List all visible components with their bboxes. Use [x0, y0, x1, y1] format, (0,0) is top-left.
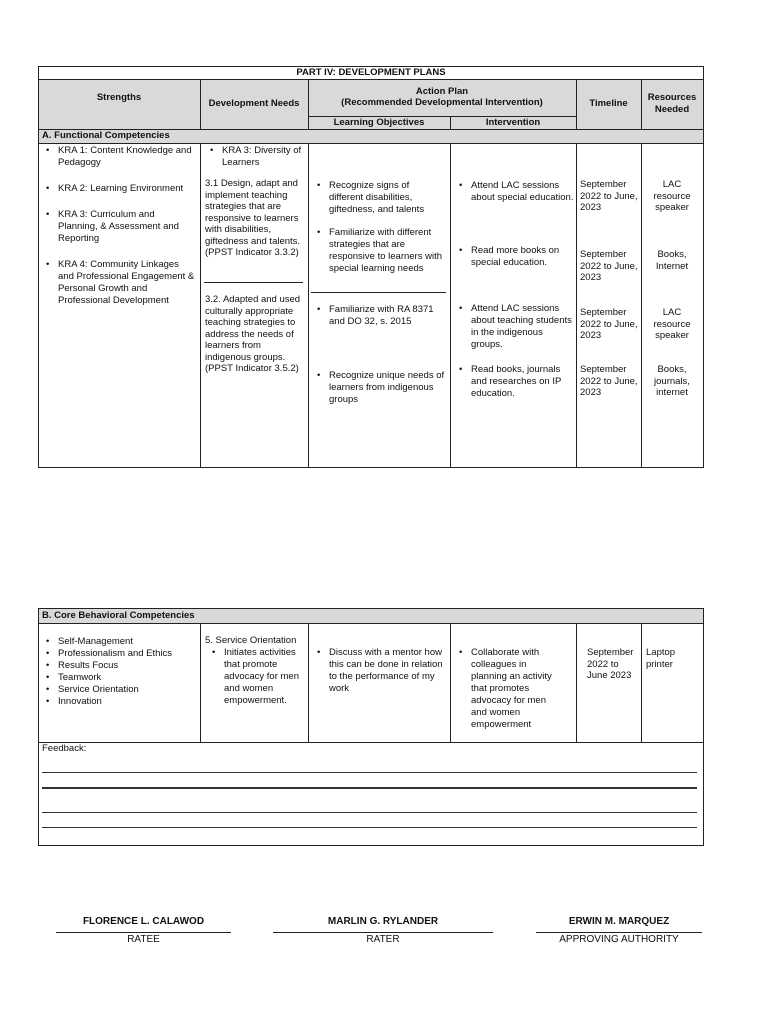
timeline-2: September 2022 to June, 2023	[580, 249, 638, 283]
grid-line	[308, 143, 309, 468]
section-a-title: A. Functional Competencies	[42, 130, 170, 141]
timeline-4: September 2022 to June, 2023	[580, 364, 638, 398]
grid-line	[450, 143, 451, 468]
list-item: • Attend LAC sessions about special education.	[453, 180, 574, 245]
header-action-plan-sub: (Recommended Developmental Intervention)	[341, 97, 543, 108]
resource-1: LAC resource speaker	[653, 179, 691, 213]
list-item: • Discuss with a mentor how this can be done in relation to the performance of my work	[311, 647, 446, 695]
list-item: • Innovation	[40, 696, 198, 708]
list-item: • KRA 2: Learning Environment	[40, 183, 196, 209]
list-item: • Service Orientation	[40, 684, 198, 696]
timeline-1: September 2022 to June, 2023	[580, 179, 638, 213]
interventions-list	[453, 180, 574, 400]
grid-line	[38, 143, 704, 144]
core-timeline: September 2022 to June 2023	[587, 647, 634, 681]
grid-line	[450, 623, 451, 742]
list-item: • Read more books on special education.	[453, 245, 574, 303]
needs-divider	[204, 282, 303, 283]
feedback-line	[42, 787, 697, 789]
header-resources: Resources	[647, 92, 697, 103]
signature-line	[536, 932, 702, 933]
list-item: • Collaborate with colleagues in planning an activity that promotes advocacy for men and women empowerment	[453, 647, 563, 731]
ratee-role: RATEE	[127, 934, 160, 945]
list-item: • Read books, journals and researches on IP education.	[453, 364, 574, 400]
signature-line	[56, 932, 231, 933]
grid-line	[200, 143, 201, 468]
list-item: • Familiarize with different strategies that are responsive to learners with special learning needs	[311, 227, 446, 304]
header-timeline: Timeline	[589, 98, 628, 109]
list-item: • KRA 1: Content Knowledge and Pedagogy	[40, 145, 196, 183]
feedback-line	[42, 812, 697, 813]
list-item: • Recognize signs of different disabilities, giftedness, and talents	[311, 180, 446, 227]
list-item: • Self-Management	[40, 636, 198, 648]
part-title: PART IV: DEVELOPMENT PLANS	[296, 67, 446, 78]
list-item: • Recognize unique needs of learners from indigenous groups	[311, 370, 446, 406]
core-need-title: 5. Service Orientation	[205, 635, 297, 646]
header-action-plan: Action Plan	[415, 86, 469, 97]
list-item: • KRA 3: Diversity of Learners	[204, 145, 304, 169]
list-item: • KRA 3: Curriculum and Planning, & Assessment and Reporting	[40, 209, 196, 259]
core-strengths-list	[40, 636, 198, 708]
grid-line	[576, 143, 577, 468]
needs-kra-list	[204, 145, 304, 169]
grid-line	[641, 623, 642, 742]
feedback-line	[42, 772, 697, 773]
list-item: • Attend LAC sessions about teaching students in the indigenous groups.	[453, 303, 574, 364]
list-item: • KRA 4: Community Linkages and Professional Engagement & Personal Growth and Professional Development	[40, 259, 196, 307]
section-b-title: B. Core Behavioral Competencies	[42, 610, 195, 621]
core-resources: Laptop printer	[646, 647, 676, 670]
list-item: • Initiates activities that promote advocacy for men and women empowerment.	[206, 647, 304, 707]
header-intervention: Intervention	[485, 117, 541, 128]
header-learning-objectives: Learning Objectives	[333, 117, 425, 128]
core-intervention-list	[453, 647, 563, 731]
grid-line	[308, 623, 309, 742]
approver-name: ERWIN M. MARQUEZ	[568, 916, 670, 927]
feedback-label: Feedback:	[42, 743, 87, 754]
approver-role: APPROVING AUTHORITY	[559, 934, 679, 945]
header-resources-2: Needed	[654, 104, 690, 115]
need-3-1: 3.1 Design, adapt and implement teaching strategies that are responsive to learners with disabilities, giftedness and talents. (PPST Indicator 3.3.2)	[205, 178, 301, 258]
rater-role: RATER	[366, 934, 400, 945]
resource-4: Books, journals, internet	[654, 364, 690, 398]
list-item: • Professionalism and Ethics	[40, 648, 198, 660]
ratee-name: FLORENCE L. CALAWOD	[82, 916, 205, 927]
core-need-list	[206, 647, 304, 707]
feedback-line	[42, 827, 697, 828]
resource-2: Books, Internet	[655, 249, 689, 272]
list-item: • Results Focus	[40, 660, 198, 672]
header-strengths: Strengths	[96, 92, 142, 103]
grid-line	[38, 79, 704, 80]
grid-line	[641, 143, 642, 468]
objectives-list	[311, 180, 446, 406]
list-item: • Familiarize with RA 8371 and DO 32, s. 2015	[311, 304, 446, 370]
timeline-3: September 2022 to June, 2023	[580, 307, 638, 341]
core-objective-list	[311, 647, 446, 695]
list-item: • Teamwork	[40, 672, 198, 684]
signature-line	[273, 932, 493, 933]
strengths-list	[40, 145, 196, 307]
resource-3: LAC resource speaker	[653, 307, 691, 341]
rater-name: MARLIN G. RYLANDER	[327, 916, 439, 927]
grid-line	[576, 623, 577, 742]
grid-line	[38, 623, 704, 624]
grid-line	[38, 742, 704, 743]
grid-line	[200, 623, 201, 742]
header-development-needs: Development Needs	[208, 98, 300, 109]
need-3-2: 3.2. Adapted and used culturally appropriate teaching strategies to address the needs of learners from indigenous groups. (PPST Indicator 3.5.2)	[205, 294, 301, 374]
